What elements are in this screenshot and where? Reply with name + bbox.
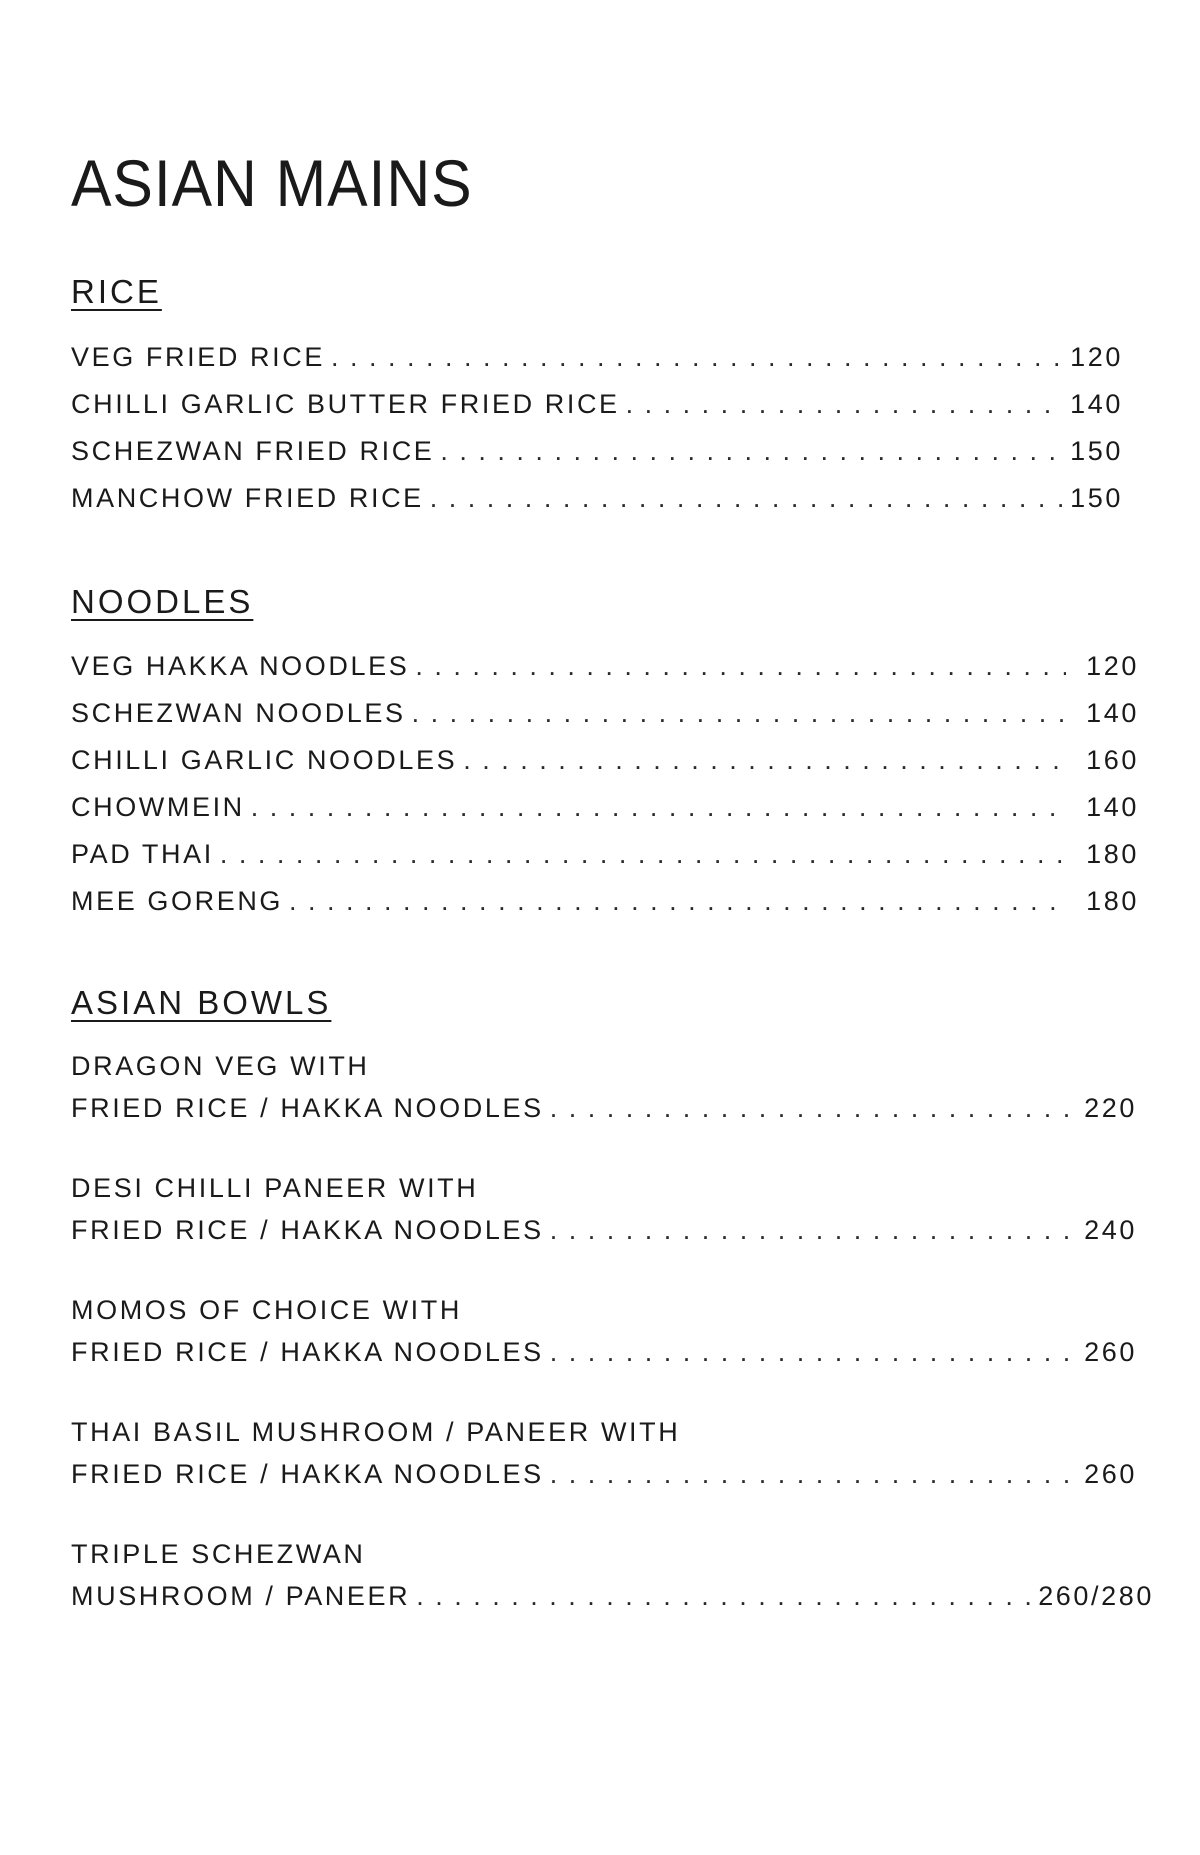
dot-leader	[289, 878, 1066, 925]
rice-section	[71, 272, 1151, 522]
bowl-item-base: FRIED RICE / HAKKA NOODLES	[71, 1214, 544, 1245]
menu-item	[71, 690, 1139, 737]
dot-leader	[331, 334, 1064, 381]
item-price: 180	[1086, 839, 1139, 870]
bowl-item	[71, 1411, 1151, 1495]
dot-leader	[550, 1209, 1078, 1251]
item-price: 260	[1084, 1336, 1137, 1367]
item-price: 160	[1086, 745, 1139, 776]
asian-bowls-section	[71, 983, 1154, 1617]
bowl-item	[71, 1045, 1151, 1129]
bowl-item-option-row	[71, 1575, 1154, 1617]
menu-item	[71, 784, 1139, 831]
bowl-item-name: THAI BASIL MUSHROOM / PANEER WITH	[71, 1416, 681, 1447]
bowl-item	[71, 1533, 1154, 1617]
section-title-rice: RICE	[71, 273, 162, 310]
item-price: 180	[1086, 886, 1139, 917]
item-price: 260	[1084, 1458, 1137, 1489]
menu-item	[71, 381, 1123, 428]
bowl-item	[71, 1289, 1151, 1373]
dot-leader	[550, 1331, 1078, 1373]
item-price: 120	[1086, 651, 1139, 682]
item-name: PAD THAI	[71, 839, 214, 870]
item-price: 120	[1070, 341, 1123, 372]
bowl-item-base: FRIED RICE / HAKKA NOODLES	[71, 1458, 544, 1489]
dot-leader	[463, 737, 1066, 784]
menu-item	[71, 878, 1139, 925]
dot-leader	[550, 1453, 1078, 1495]
item-price: 140	[1070, 388, 1123, 419]
item-name: CHOWMEIN	[71, 792, 245, 823]
bowl-item-name: DRAGON VEG WITH	[71, 1050, 370, 1081]
dot-leader	[220, 831, 1066, 878]
item-price: 220	[1084, 1092, 1137, 1123]
bowl-item-name: TRIPLE SCHEZWAN	[71, 1538, 366, 1569]
item-price: 140	[1086, 698, 1139, 729]
bowl-item-base: FRIED RICE / HAKKA NOODLES	[71, 1336, 544, 1367]
item-name: VEG HAKKA NOODLES	[71, 651, 410, 682]
dot-leader	[251, 784, 1066, 831]
dot-leader	[440, 428, 1064, 475]
bowl-item-base: FRIED RICE / HAKKA NOODLES	[71, 1092, 544, 1123]
item-price: 140	[1086, 792, 1139, 823]
bowl-item-base: MUSHROOM / PANEER	[71, 1580, 411, 1611]
menu-item	[71, 334, 1123, 381]
item-name: SCHEZWAN NOODLES	[71, 698, 406, 729]
dot-leader	[416, 1575, 1032, 1617]
menu-page	[71, 146, 1154, 1667]
bowl-item-name: DESI CHILLI PANEER WITH	[71, 1172, 479, 1203]
dot-leader	[550, 1087, 1078, 1129]
bowl-item-option-row	[71, 1331, 1137, 1373]
item-name: MEE GORENG	[71, 886, 284, 917]
item-price: 150	[1070, 482, 1123, 513]
menu-item	[71, 428, 1123, 475]
bowl-item-option-row	[71, 1453, 1137, 1495]
item-name: CHILLI GARLIC NOODLES	[71, 745, 458, 776]
dot-leader	[412, 690, 1067, 737]
section-title-asian-bowls: ASIAN BOWLS	[71, 984, 332, 1022]
page-title: ASIAN MAINS	[71, 146, 473, 220]
section-title-noodles: NOODLES	[71, 582, 254, 620]
menu-item	[71, 831, 1139, 878]
bowl-item-option-row	[71, 1087, 1137, 1129]
menu-item	[71, 475, 1123, 522]
item-price: 240	[1084, 1214, 1137, 1245]
dot-leader	[415, 643, 1066, 690]
menu-item	[71, 643, 1139, 690]
bowl-item-option-row	[71, 1209, 1137, 1251]
bowl-item	[71, 1167, 1151, 1251]
item-name: VEG FRIED RICE	[71, 341, 325, 372]
item-name: MANCHOW FRIED RICE	[71, 482, 424, 513]
dot-leader	[430, 475, 1064, 522]
bowl-item-name: MOMOS OF CHOICE WITH	[71, 1294, 462, 1325]
item-price: 150	[1070, 435, 1123, 466]
dot-leader	[626, 381, 1064, 428]
item-name: SCHEZWAN FRIED RICE	[71, 435, 435, 466]
menu-item	[71, 737, 1139, 784]
item-name: CHILLI GARLIC BUTTER FRIED RICE	[71, 388, 620, 419]
item-price: 260/280	[1038, 1580, 1154, 1611]
noodles-section	[71, 582, 1151, 926]
